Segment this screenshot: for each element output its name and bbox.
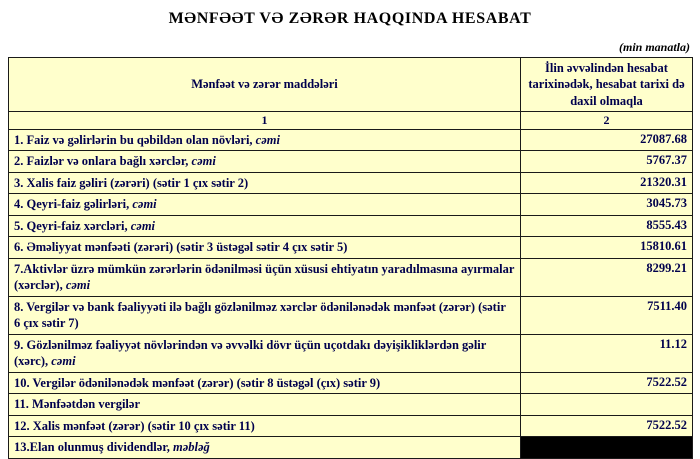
row-label-italic: cəmi bbox=[132, 197, 157, 212]
row-label-text: 3. Xalis faiz gəliri (zərəri) (sətir 1 çıx sətir 2) bbox=[14, 175, 249, 190]
report-page bbox=[8, 0, 692, 459]
row-label-text: 5. Qeyri-faiz xərcləri, bbox=[14, 218, 131, 233]
table-row bbox=[9, 151, 693, 173]
profit-loss-table bbox=[8, 57, 693, 459]
row-label-text: 10. Vergilər ödənilənədək mənfəət (zərər) (sətir 8 üstəgəl (çıx) sətir 9) bbox=[14, 375, 381, 390]
row-label bbox=[9, 194, 521, 216]
col1-header: Mənfəət və zərər maddələri bbox=[9, 58, 521, 112]
table-row bbox=[9, 194, 693, 216]
table-row bbox=[9, 296, 693, 334]
row-label-italic: cəmi bbox=[65, 278, 91, 293]
table-row bbox=[9, 129, 693, 151]
row-label-text: 9. Gözlənilməz fəaliyyət növlərindən və əvvəlki dövr üçün uçotdakı dəyişikliklərdən gəlir (xərc), bbox=[14, 337, 487, 369]
row-label-text: 12. Xalis mənfəət (zərər) (sətir 10 çıx sətir 11) bbox=[14, 418, 255, 433]
col2-index: 2 bbox=[521, 111, 693, 129]
row-label bbox=[9, 334, 521, 372]
row-label-text: 8. Vergilər və bank fəaliyyəti ilə bağlı gözlənilməz xərclər ödənilənədək mənfəət (zərər) (sətir 6 çıx sətir 7) bbox=[14, 299, 506, 331]
row-label bbox=[9, 394, 521, 416]
row-label bbox=[9, 215, 521, 237]
row-label bbox=[9, 415, 521, 437]
row-label-text: 11. Mənfəətdən vergilər bbox=[14, 397, 140, 412]
row-value: 8555.43 bbox=[521, 215, 693, 237]
table-row bbox=[9, 415, 693, 437]
row-label bbox=[9, 372, 521, 394]
table-row bbox=[9, 215, 693, 237]
col1-index: 1 bbox=[9, 111, 521, 129]
row-label-italic: cəmi bbox=[191, 154, 216, 169]
col2-header: İlin əvvəlindən hesabat tarixinədək, hesabat tarixi də daxil olmaqla bbox=[521, 58, 693, 112]
row-value: 7522.52 bbox=[521, 415, 693, 437]
table-row bbox=[9, 394, 693, 416]
table-row bbox=[9, 172, 693, 194]
row-label-italic: cəmi bbox=[130, 218, 156, 233]
row-value: 5767.37 bbox=[521, 151, 693, 173]
row-value: 15810.61 bbox=[521, 237, 693, 259]
row-label-text: 6. Əməliyyat mənfəəti (zərəri) (sətir 3 üstəgəl sətir 4 çıx sətir 5) bbox=[14, 240, 348, 255]
table-row bbox=[9, 334, 693, 372]
row-label-text: 7.Aktivlər üzrə mümkün zərərlərin ödənilməsi üçün xüsusi ehtiyatın yaradılmasına ayırmalar (xərclər), bbox=[14, 261, 515, 293]
row-value bbox=[521, 394, 693, 416]
row-label bbox=[9, 237, 521, 259]
row-value: 3045.73 bbox=[521, 194, 693, 216]
row-label-italic: cəmi bbox=[255, 132, 280, 147]
table-row bbox=[9, 372, 693, 394]
header-row bbox=[9, 58, 693, 112]
row-label-italic: cəmi bbox=[51, 354, 76, 369]
row-value: 7511.40 bbox=[521, 296, 693, 334]
row-label bbox=[9, 151, 521, 173]
row-label-text: 1. Faiz və gəlirlərin bu qəbildən olan növləri, bbox=[14, 132, 256, 147]
row-label-text: 4. Qeyri-faiz gəlirləri, bbox=[14, 197, 133, 212]
row-label bbox=[9, 296, 521, 334]
row-value: 27087.68 bbox=[521, 129, 693, 151]
row-label bbox=[9, 258, 521, 296]
row-label-italic: məbləğ bbox=[172, 440, 210, 455]
unit-note: (min manatla) bbox=[618, 40, 690, 54]
row-label bbox=[9, 172, 521, 194]
table-row bbox=[9, 258, 693, 296]
row-value: 8299.21 bbox=[521, 258, 693, 296]
table-row bbox=[9, 237, 693, 259]
row-label-text: 13.Elan olunmuş dividendlər, bbox=[14, 440, 173, 455]
row-label-text: 2. Faizlər və onlara bağlı xərclər, bbox=[14, 154, 192, 169]
row-value: 7522.52 bbox=[521, 372, 693, 394]
row-value: 11.12 bbox=[521, 334, 693, 372]
row-label bbox=[9, 129, 521, 151]
page-title: MƏNFƏƏT VƏ ZƏRƏR HAQQINDA HESABAT bbox=[168, 10, 532, 27]
row-value: 21320.31 bbox=[521, 172, 693, 194]
index-row bbox=[9, 111, 693, 129]
